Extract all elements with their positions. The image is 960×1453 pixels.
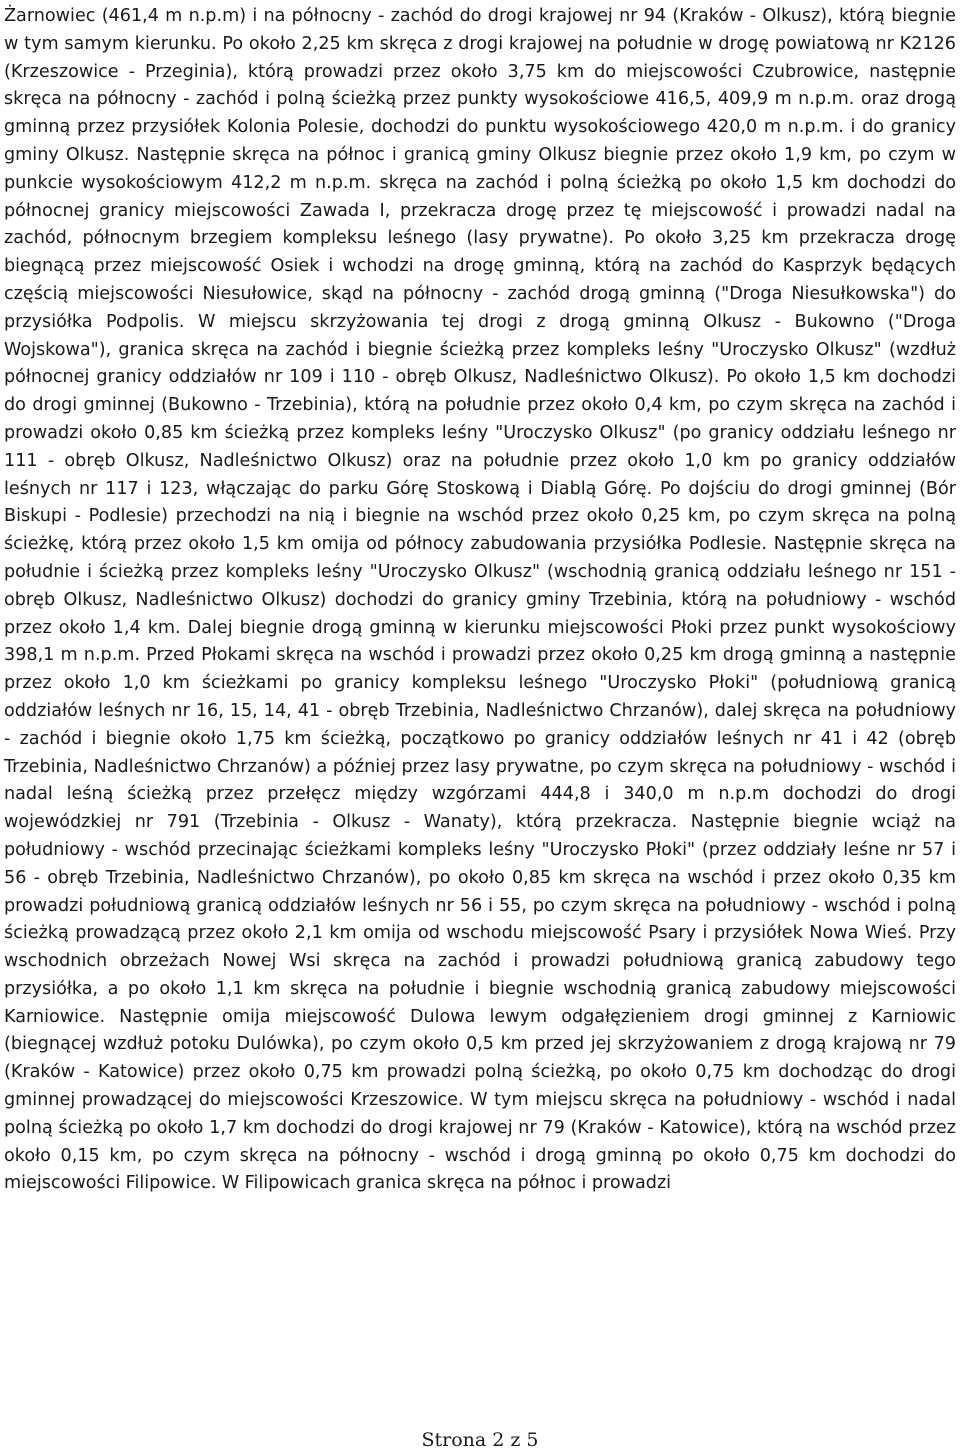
body-paragraph: Żarnowiec (461,4 m n.p.m) i na północny - zachód do drogi krajowej nr 94 (Kraków - Olkusz), którą biegnie w tym samym kierunku. Po około 2,25 km skręca z drogi krajowej na południe w drogę powiatową nr K2126 (Krzeszowice - Przeginia), którą prowadzi przez około 3,75 km do miejscowości Czubrowice, następnie skręca na północny - zachód i polną ścieżką przez punkty wysokościowe 416,5, 409,9 m n.p.m. oraz drogą gminną przez przysiółek Kolonia Polesie, dochodzi do punktu wysokościowego 420,0 m n.p.m. i do granicy gminy Olkusz. Następnie skręca na północ i granicą gminy Olkusz biegnie przez około 1,9 km, po czym w punkcie wysokościowym 412,2 m n.p.m. skręca na zachód i polną ścieżką po około 1,5 km dochodzi do północnej granicy miejscowości Zawada I, przekracza drogę przez tę miejscowość i prowadzi nadal na zachód, północnym brzegiem kompleksu leśnego (lasy prywatne). Po około 3,25 km przekracza drogę biegnącą przez miejscowość Osiek i wchodzi na drogę gminną, którą na zachód do Kasprzyk będących częścią miejscowości Niesułowice, skąd na północny - zachód drogą gminną ("Droga Niesułkowska") do przysiółka Podpolis. W miejscu skrzyżowania tej drogi z drogą gminną Olkusz - Bukowno ("Droga Wojskowa"), granica skręca na zachód i biegnie ścieżką przez kompleks leśny "Uroczysko Olkusz" (wzdłuż północnej granicy oddziałów nr 109 i 110 - obręb Olkusz, Nadleśnictwo Olkusz). Po około 1,5 km dochodzi do drogi gminnej (Bukowno - Trzebinia), którą na południe przez około 0,4 km, po czym skręca na zachód i prowadzi około 0,85 km ścieżką przez kompleks leśny "Uroczysko Olkusz" (po granicy oddziału leśnego nr 111 - obręb Olkusz, Nadleśnictwo Olkusz) oraz na południe przez około 1,0 km po granicy oddziałów leśnych nr 117 i 123, włączając do parku Górę Stoskową i Diablą Górę. Po dojściu do drogi gminnej (Bór Biskupi - Podlesie) przechodzi na nią i biegnie na wschód przez około 0,25 km, po czym skręca na polną ścieżkę, którą przez około 1,5 km omija od północy zabudowania przysiółka Podlesie. Następnie skręca na południe i ścieżką przez kompleks leśny "Uroczysko Olkusz" (wschodnią granicą oddziału leśnego nr 151 - obręb Olkusz, Nadleśnictwo Olkusz) dochodzi do granicy gminy Trzebinia, którą na południowy - wschód przez około 1,4 km. Dalej biegnie drogą gminną w kierunku miejscowości Płoki przez punkt wysokościowy 398,1 m n.p.m. Przed Płokami skręca na wschód i prowadzi przez około 0,25 km drogą gminną a następnie przez około 1,0 km ścieżkami po granicy kompleksu leśnego "Uroczysko Płoki" (południową granicą oddziałów leśnych nr 16, 15, 14, 41 - obręb Trzebinia, Nadleśnictwo Chrzanów), dalej skręca na południowy - zachód i biegnie około 1,75 km ścieżką, początkowo po granicy oddziałów leśnych nr 41 i 42 (obręb Trzebinia, Nadleśnictwo Chrzanów) a później przez lasy prywatne, po czym skręca na południowy - wschód i nadal leśną ścieżką przez przełęcz między wzgórzami 444,8 i 340,0 m n.p.m dochodzi do drogi wojewódzkiej nr 791 (Trzebinia - Olkusz - Wanaty), którą przekracza. Następnie biegnie wciąż na południowy - wschód przecinając ścieżkami kompleks leśny "Uroczysko Płoki" (przez oddziały leśne nr 57 i 56 - obręb Trzebinia, Nadleśnictwo Chrzanów), po około 0,85 km skręca na wschód i przez około 0,35 km prowadzi południową granicą oddziałów leśnych nr 56 i 55, po czym skręca na południowy - wschód i polną ścieżką prowadzącą przez około 2,1 km omija od wschodu miejscowość Psary i przysiółek Nowa Wieś. Przy wschodnich obrzeżach Nowej Wsi skręca na zachód i prowadzi południową granicą zabudowy tego przysiółka, a po około 1,1 km skręca na południe i biegnie wschodnią granicą zabudowy miejscowości Karniowice. Następnie omija miejscowość Dulowa lewym odgałęzieniem drogi gminnej z Karniowic (biegnącej wzdłuż potoku Dulówka), po czym około 0,5 km przed jej skrzyżowaniem z drogą krajową nr 79 (Kraków - Katowice) przez około 0,75 km prowadzi polną ścieżką, po około 0,75 km dochodząc do drogi gminnej prowadzącej do miejscowości Krzeszowice. W tym miejscu skręca na południowy - wschód i nadal polną ścieżką po około 1,7 km dochodzi do drogi krajowej nr 79 (Kraków - Katowice), którą na wschód przez około 0,15 km, po czym skręca na północny - wschód i drogą gminną po około 0,75 km dochodzi do miejscowości Filipowice. W Filipowicach granica skręca na północ i prowadzi [4,6,956,1194]
page-number-footer: Strona 2 z 5 [421,1429,539,1451]
document-page [4,0,956,1453]
